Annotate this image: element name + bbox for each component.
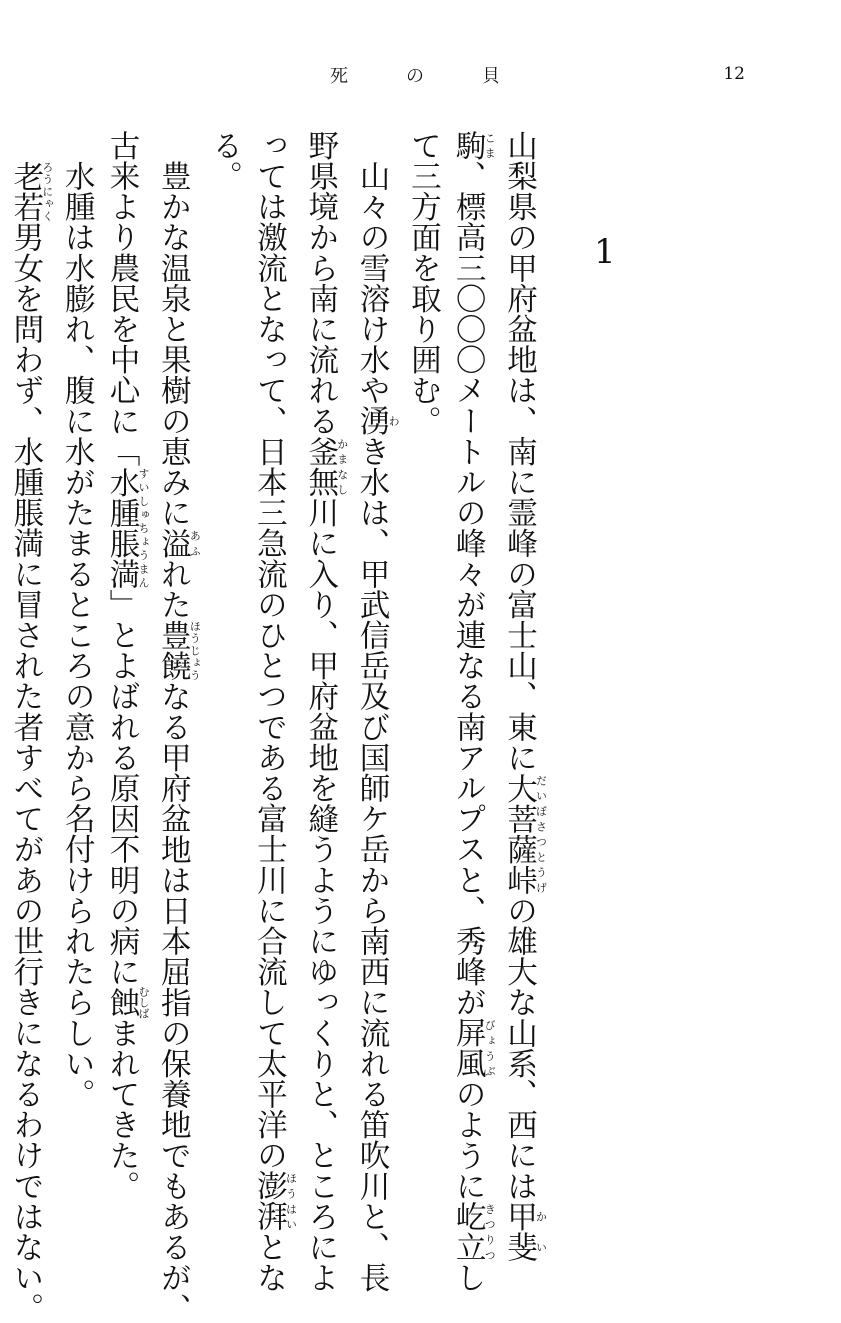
ruby-reading: むしば [137, 985, 150, 1019]
text-segment: まれてきた。 [104, 1017, 139, 1202]
text-segment: 水腫は水膨れ、腹に水がたまるところの意から名付けられたらしい。 [59, 130, 95, 1110]
text-segment [8, 130, 43, 161]
ruby-reading: あふ [188, 527, 202, 559]
text-line [348, 130, 401, 1293]
text-segment: とな [251, 1231, 287, 1293]
text-line [297, 130, 349, 1293]
ruby-word: 屹立きつりつ [450, 1201, 497, 1263]
text-line [400, 130, 445, 1130]
text-line [246, 130, 298, 1293]
text-segment: なる甲府盆地は日本屈指の保養地でもあるが、 [155, 680, 191, 1323]
page-number: 12 [723, 64, 745, 84]
text-segment: 古来より農民を中心に「 [104, 130, 139, 467]
ruby-word: 老若ろうにゃく [7, 160, 54, 222]
ruby-word: 水腫脹満すいしゅちょうまん [104, 466, 150, 590]
text-segment: し [450, 1262, 486, 1293]
ruby-reading: だいぼさつとうげ [534, 772, 548, 895]
text-segment: て三方面を取り囲む。 [405, 130, 441, 436]
ruby-word: 甲斐かい [501, 1201, 548, 1263]
text-line [53, 130, 98, 1130]
text-segment: っては激流となって、日本三急流のひとつである富士川に合流して太平洋の [251, 130, 287, 1171]
text-line [98, 130, 150, 1202]
ruby-reading: びょうぶ [483, 1017, 497, 1079]
running-title-char: の [406, 66, 424, 87]
ruby-reading: ほうはい [284, 1170, 298, 1232]
chapter-number: 1 [594, 232, 616, 272]
ruby-word: 釜無かまなし [302, 436, 349, 498]
text-line [150, 130, 202, 1323]
text-segment: の雄大な山系、西には [501, 895, 537, 1202]
text-line [496, 130, 548, 1263]
ruby-word: 大菩薩峠だいぼさつとうげ [501, 772, 548, 896]
text-segment: れた [155, 558, 191, 620]
ruby-reading: こま [483, 130, 497, 161]
ruby-word: 溢あふ [155, 527, 202, 559]
text-segment: 豊かな温泉と果樹の恵みに [155, 130, 191, 528]
running-title-char: 貝 [482, 66, 500, 87]
ruby-reading: わ [387, 405, 401, 436]
text-line [201, 130, 246, 1130]
ruby-word: 駒こま [450, 130, 497, 161]
ruby-reading: かまなし [335, 436, 349, 498]
ruby-reading: ろうにゃく [40, 160, 54, 222]
text-line [2, 130, 54, 1323]
ruby-word: 豊饒ほうじょう [155, 619, 202, 681]
text-segment: 川に入り、甲府盆地を縫うようにゆっくりと、ところによ [302, 497, 338, 1293]
text-segment: のように [450, 1078, 486, 1202]
text-segment: 山梨県の甲府盆地は、南に霊峰の富士山、東に [501, 130, 537, 773]
ruby-word: 蝕むしば [104, 985, 150, 1019]
ruby-reading: きつりつ [483, 1201, 497, 1263]
text-segment: 」とよばれる原因不明の病に [104, 589, 139, 987]
ruby-reading: かい [534, 1201, 548, 1263]
text-segment: き水は、甲武信岳及び国師ケ岳から南西に流れる笛吹川と、長 [354, 436, 390, 1293]
body-text [7, 130, 548, 1323]
ruby-reading: ほうじょう [188, 619, 202, 681]
text-segment: 、標高三〇〇〇メートルの峰々が連なる南アルプスと、秀峰が [450, 160, 486, 1018]
ruby-word: 澎湃ほうはい [251, 1170, 298, 1232]
ruby-reading: すいしゅちょうまん [137, 466, 150, 590]
running-title-char: 死 [330, 66, 348, 87]
text-segment: る。 [206, 130, 242, 192]
text-segment: 野県境から南に流れる [302, 130, 338, 436]
text-line [444, 130, 497, 1293]
text-segment: 男女を問わず、水腫脹満に冒された者すべてがあの世行きになるわけではない。 [7, 221, 43, 1323]
ruby-word: 湧わ [354, 405, 401, 437]
running-title [330, 62, 500, 88]
ruby-word: 屏風びょうぶ [450, 1017, 497, 1079]
text-segment: 山々の雪溶け水や [354, 130, 390, 406]
